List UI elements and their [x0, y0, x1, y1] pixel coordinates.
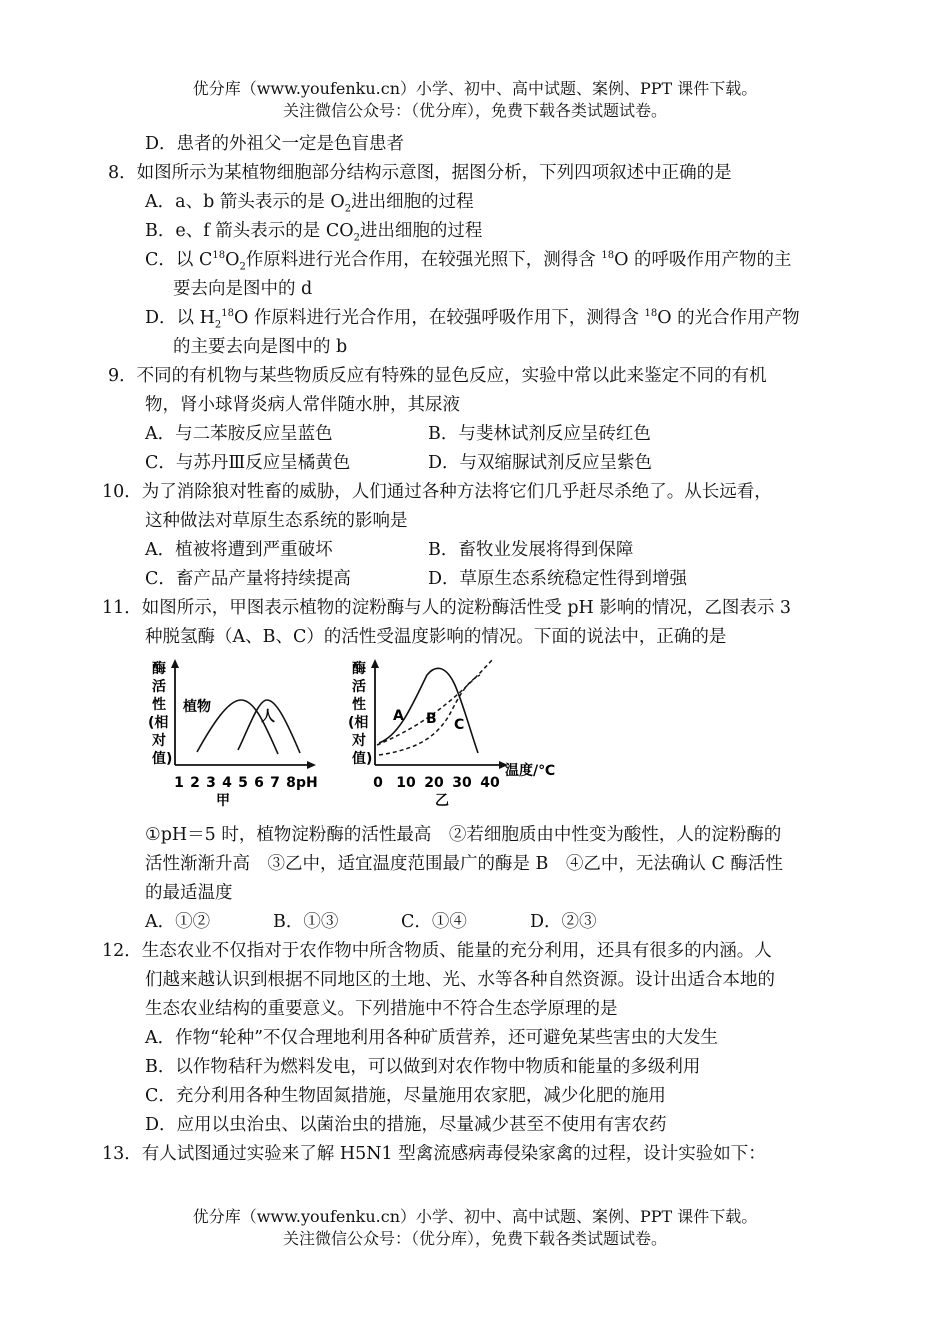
chart-yi-ylabel-3: 性 — [352, 697, 366, 713]
q11-stem-line2: 种脱氢酶（A、B、C）的活性受温度影响的情况。下面的说法中，正确的是 — [145, 627, 727, 647]
q12-option-b: B．以作物秸秆为燃料发电，可以做到对农作物中物质和能量的多级利用 — [145, 1057, 701, 1077]
q8-option-b: B．e、f 箭头表示的是 $CO_2$进出细胞的过程 — [145, 221, 483, 244]
chart-jia-tick-7: 7 — [270, 775, 280, 791]
q8-option-c-line2: 要去向是图中的 d — [173, 279, 313, 299]
chart-jia-tick-8: 8 — [286, 775, 296, 791]
q11-option-a: A．①② — [145, 912, 211, 932]
chart-jia-tick-1: 1 — [174, 775, 184, 791]
header-line-1: 优分库（www.youfenku.cn）小学、初中、高中试题、案例、PPT 课件下载。 — [192, 79, 758, 98]
chart-jia-ylabel-6: 值) — [152, 751, 173, 767]
chart-yi-ylabel-1: 酶 — [352, 661, 366, 677]
chart-jia-tick-3: 3 — [206, 775, 216, 791]
q9-stem-line2: 物，肾小球肾炎病人常伴随水肿，其尿液 — [145, 395, 460, 415]
q11-option-b: B．①③ — [273, 912, 339, 932]
q11-statements-line3: 的最适温度 — [145, 883, 233, 903]
q12-stem-line2: 们越来越认识到根据不同地区的土地、光、水等各种自然资源。设计出适合本地的 — [145, 970, 775, 990]
chart-yi-tick-30: 30 — [452, 775, 472, 791]
chart-yi-label-c: C — [454, 717, 465, 733]
chart-yi-tick-20: 20 — [424, 775, 444, 791]
q8-option-d-line1: D．以 $H_2^{18}O$ 作原料进行光合作用，在较强呼吸作用下，测得含 $^{18}$O 的光合作用产物 — [145, 308, 800, 331]
chart-jia-ylabel-4: (相 — [148, 715, 169, 731]
chart-jia-ylabel-1: 酶 — [152, 661, 166, 677]
q7-option-d: D．患者的外祖父一定是色盲患者 — [145, 134, 405, 154]
chart-yi-tick-40: 40 — [480, 775, 500, 791]
q10-option-b: B．畜牧业发展将得到保障 — [428, 540, 634, 560]
chart-jia-ylabel-5: 对 — [152, 733, 166, 749]
chart-jia-x-arrow — [307, 761, 316, 769]
chart-yi-ylabel-4: (相 — [348, 715, 369, 731]
q9-option-a: A．与二苯胺反应呈蓝色 — [145, 424, 333, 444]
chart-jia-label-human: 人 — [261, 709, 275, 725]
chart-yi-y-arrow — [371, 659, 379, 668]
chart-jia-y-arrow — [171, 659, 179, 668]
chart-jia-xlabel: pH — [296, 775, 318, 791]
footer-line-2: 关注微信公众号：（优分库），免费下载各类试题试卷。 — [282, 1229, 667, 1248]
chart-yi-tick-0: 0 — [373, 775, 383, 791]
chart-yi — [342, 655, 567, 815]
q9-option-c: C．与苏丹Ⅲ反应呈橘黄色 — [145, 453, 351, 473]
q11-option-c: C．①④ — [401, 912, 467, 932]
q12-option-a: A．作物“轮种”不仅合理地利用各种矿质营养，还可避免某些害虫的大发生 — [145, 1028, 719, 1048]
q12-option-d: D．应用以虫治虫、以菌治虫的措施，尽量减少甚至不使用有害农药 — [145, 1115, 667, 1135]
chart-yi-caption: 乙 — [435, 793, 449, 809]
q9-option-b: B．与斐林试剂反应呈砖红色 — [428, 424, 651, 444]
chart-jia-tick-4: 4 — [222, 775, 232, 791]
footer-line-1: 优分库（www.youfenku.cn）小学、初中、高中试题、案例、PPT 课件下载。 — [192, 1207, 758, 1226]
chart-yi-ylabel-5: 对 — [352, 733, 366, 749]
chart-jia-tick-6: 6 — [254, 775, 264, 791]
q8-option-a: A．a、b 箭头表示的是 $O_2$进出细胞的过程 — [145, 192, 474, 215]
chart-yi-label-b: B — [426, 711, 437, 727]
q8-stem: 8．如图所示为某植物细胞部分结构示意图，据图分析，下列四项叙述中正确的是 — [108, 163, 732, 183]
q11-stem-line1: 11．如图所示，甲图表示植物的淀粉酶与人的淀粉酶活性受 pH 影响的情况，乙图表示 3 — [102, 598, 792, 618]
q8-option-c-line1: C．以 $C^{18}O_2$作原料进行光合作用，在较强光照下，测得含 $^{18}$O 的呼吸作用产物的主 — [145, 250, 792, 273]
chart-jia-label-plant: 植物 — [183, 699, 211, 715]
q12-option-c: C．充分利用各种生物固氮措施，尽量施用农家肥，减少化肥的施用 — [145, 1086, 666, 1106]
q10-option-d: D．草原生态系统稳定性得到增强 — [428, 569, 688, 589]
chart-jia — [140, 655, 330, 815]
q10-stem-line2: 这种做法对草原生态系统的影响是 — [145, 511, 408, 531]
chart-jia-curve-human — [238, 700, 300, 753]
q9-stem-line1: 9．不同的有机物与某些物质反应有特殊的显色反应，实验中常以此来鉴定不同的有机 — [108, 366, 767, 386]
q11-statements-line1: ①pH＝5 时，植物淀粉酶的活性最高 ②若细胞质由中性变为酸性，人的淀粉酶的 — [145, 825, 782, 845]
chart-jia-ylabel-2: 活 — [152, 679, 166, 695]
chart-yi-label-a: A — [393, 708, 404, 724]
chart-jia-caption: 甲 — [216, 793, 230, 809]
q10-stem-line1: 10．为了消除狼对牲畜的威胁，人们通过各种方法将它们几乎赶尽杀绝了。从长远看， — [102, 482, 772, 502]
chart-yi-tick-10: 10 — [396, 775, 416, 791]
q10-option-a: A．植被将遭到严重破坏 — [145, 540, 333, 560]
chart-yi-ylabel-2: 活 — [352, 679, 366, 695]
chart-jia-tick-5: 5 — [238, 775, 248, 791]
q12-stem-line3: 生态农业结构的重要意义。下列措施中不符合生态学原理的是 — [145, 999, 618, 1019]
q11-statements-line2: 活性渐渐升高 ③乙中，适宜温度范围最广的酶是 B ④乙中，无法确认 C 酶活性 — [145, 854, 783, 874]
header-line-2: 关注微信公众号：（优分库），免费下载各类试题试卷。 — [282, 101, 667, 120]
q9-option-d: D．与双缩脲试剂反应呈紫色 — [428, 453, 653, 473]
q8-option-d-line2: 的主要去向是图中的 b — [173, 337, 348, 357]
q13-stem: 13．有人试图通过实验来了解 H5N1 型禽流感病毒侵染家禽的过程，设计实验如下： — [102, 1144, 766, 1164]
q12-stem-line1: 12．生态农业不仅指对于农作物中所含物质、能量的充分利用，还具有很多的内涵。人 — [102, 941, 772, 961]
chart-jia-ylabel-3: 性 — [152, 697, 166, 713]
chart-jia-tick-2: 2 — [190, 775, 200, 791]
chart-yi-xlabel: 温度/℃ — [505, 763, 556, 779]
chart-yi-ylabel-6: 值) — [352, 751, 373, 767]
q11-option-d: D．②③ — [530, 912, 597, 932]
q10-option-c: C．畜产品产量将持续提高 — [145, 569, 351, 589]
